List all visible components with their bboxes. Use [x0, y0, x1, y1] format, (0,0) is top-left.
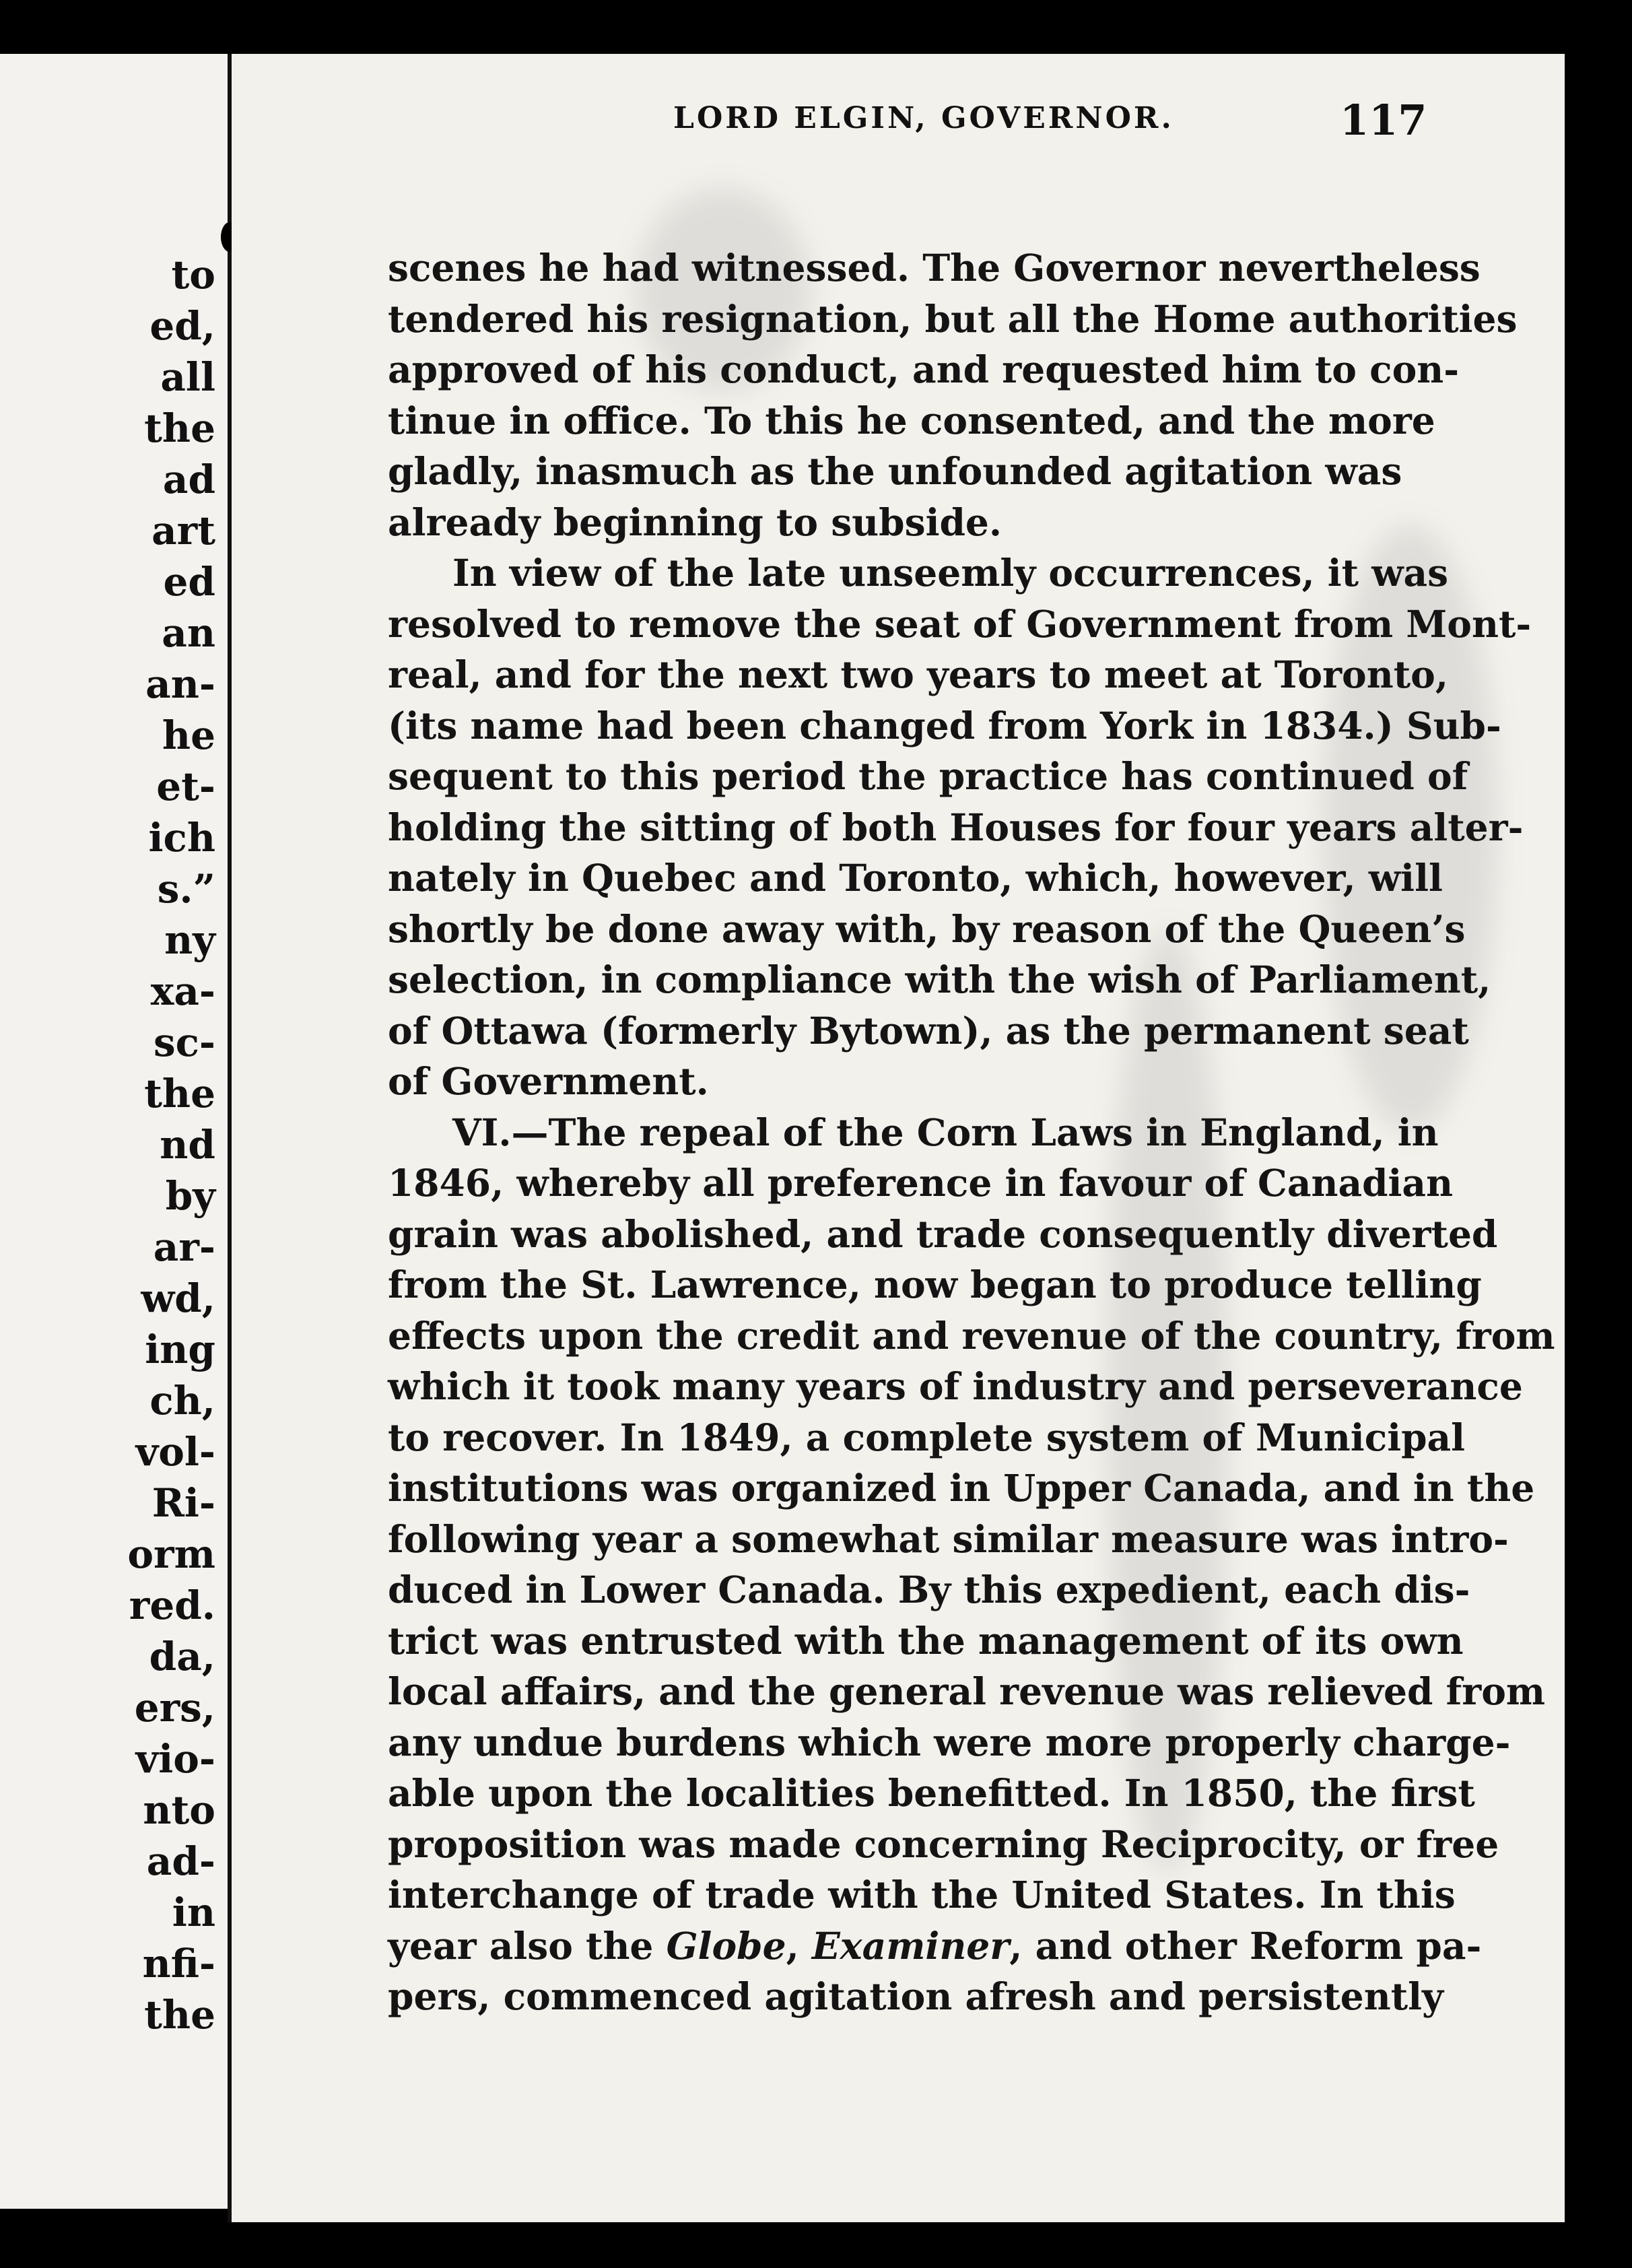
text-line: following year a somewhat similar measure was intro-	[388, 1516, 1509, 1561]
fragment-line: vol-	[135, 1429, 215, 1475]
fragment-line: ar-	[153, 1224, 215, 1270]
text-line: pers, commenced agitation afresh and persistently	[388, 1974, 1443, 2018]
text-line: institutions was organized in Upper Canada, and in the	[388, 1466, 1535, 1510]
running-head: LORD ELGIN, GOVERNOR.	[673, 101, 1174, 135]
fragment-line: all	[160, 354, 215, 400]
fragment-line: the	[144, 1071, 215, 1116]
fragment-line: red.	[129, 1582, 215, 1628]
text-line: able upon the localities benefitted. In 1850, the first	[388, 1771, 1475, 1815]
text-line: trict was entrusted with the management of its own	[388, 1618, 1464, 1663]
fragment-line: ny	[164, 917, 215, 963]
text-line: 1846, whereby all preference in favour of Canadian	[388, 1161, 1454, 1205]
fragment-line: to	[171, 252, 215, 298]
body-text	[388, 242, 1555, 2022]
fragment-line: in	[172, 1890, 215, 1935]
text-line: tendered his resignation, but all the Home authorities	[388, 296, 1518, 341]
fragment-line: ing	[145, 1327, 215, 1372]
fragment-line: ed	[163, 559, 215, 605]
text-line: resolved to remove the seat of Government from Mont-	[388, 601, 1532, 646]
text-line: sequent to this period the practice has continued of	[388, 754, 1468, 798]
text-line: nately in Quebec and Toronto, which, however, will	[388, 856, 1443, 900]
text-line-with-italics	[388, 1921, 1482, 1972]
text-run: , and other Reform pa-	[1009, 1923, 1482, 1968]
fragment-line: the	[144, 1992, 215, 2038]
text-line: holding the sitting of both Houses for four years alter-	[388, 805, 1524, 849]
text-line: duced in Lower Canada. By this expedient, each dis-	[388, 1568, 1470, 1611]
fragment-line: the	[144, 405, 215, 451]
fragment-line: vio-	[135, 1736, 215, 1782]
text-line: selection, in compliance with the wish of Parliament,	[388, 958, 1491, 1001]
fragment-line: s.”	[157, 866, 215, 912]
fragment-line: art	[151, 508, 215, 554]
text-line: proposition was made concerning Reciprocity, or free	[388, 1822, 1499, 1866]
text-line: any undue burdens which were more properly charge-	[388, 1720, 1511, 1764]
page-number: 117	[1340, 96, 1427, 145]
text-line: (its name had been changed from York in 1834.) Sub-	[388, 703, 1501, 747]
text-line: grain was abolished, and trade consequently diverted	[388, 1211, 1498, 1256]
fragment-line: an	[162, 610, 215, 656]
fragment-line: wd,	[141, 1275, 215, 1321]
paragraph-2	[388, 547, 1532, 1107]
text-line: scenes he had witnessed. The Governor nevertheless	[388, 246, 1481, 290]
text-line: shortly be done away with, by reason of the Queen’s	[388, 906, 1466, 951]
fragment-line: ad-	[146, 1838, 215, 1884]
fragment-line: an-	[145, 661, 215, 707]
text-line: VI.—The repeal of the Corn Laws in England, in	[452, 1110, 1439, 1154]
fragment-line: ed,	[149, 303, 215, 349]
paragraph-3	[388, 1107, 1555, 2022]
fragment-line: ad	[162, 457, 215, 502]
newspaper-title: Examiner	[811, 1923, 1010, 1968]
fragment-line: Ri-	[151, 1480, 215, 1526]
fragment-line: he	[162, 712, 215, 758]
fragment-line: ch,	[149, 1378, 215, 1424]
text-line: real, and for the next two years to meet at Toronto,	[388, 653, 1448, 696]
fragment-line: et-	[156, 764, 215, 809]
fragment-line: ers,	[134, 1685, 215, 1731]
text-line: which it took many years of industry and perseverance	[388, 1364, 1523, 1408]
paragraph-1	[388, 242, 1518, 547]
text-line: from the St. Lawrence, now began to produce telling	[388, 1263, 1482, 1306]
scan-edge	[1565, 0, 1632, 2268]
text-run: ,	[786, 1923, 812, 1968]
previous-page-text	[127, 249, 215, 2040]
text-line: already beginning to subside.	[388, 500, 1002, 544]
fragment-line: nfi-	[142, 1941, 215, 1987]
fragment-line: orm	[127, 1531, 215, 1577]
fragment-line: ich	[148, 815, 215, 861]
text-line: approved of his conduct, and requested him to con-	[388, 347, 1460, 391]
fragment-line: nto	[143, 1787, 215, 1833]
fragment-line: nd	[160, 1122, 215, 1168]
previous-page-strip	[0, 54, 229, 2209]
fragment-line: sc-	[153, 1020, 215, 1065]
text-line: In view of the late unseemly occurrences, it was	[452, 551, 1449, 595]
text-line: interchange of trade with the United States. In this	[388, 1873, 1456, 1916]
fragment-line: by	[165, 1173, 215, 1219]
text-line: of Government.	[388, 1059, 709, 1103]
text-run: year also the	[388, 1923, 667, 1968]
text-line: tinue in office. To this he consented, and the more	[388, 398, 1435, 442]
fragment-line: da,	[149, 1634, 215, 1679]
text-line: of Ottawa (formerly Bytown), as the permanent seat	[388, 1008, 1469, 1053]
text-line: effects upon the credit and revenue of the country, from	[388, 1313, 1555, 1358]
text-line: gladly, inasmuch as the unfounded agitation was	[388, 449, 1402, 493]
fragment-line: xa-	[150, 968, 215, 1014]
text-line: to recover. In 1849, a complete system of Municipal	[388, 1415, 1466, 1459]
newspaper-title: Globe	[666, 1923, 786, 1968]
text-line: local affairs, and the general revenue was relieved from	[388, 1669, 1546, 1713]
